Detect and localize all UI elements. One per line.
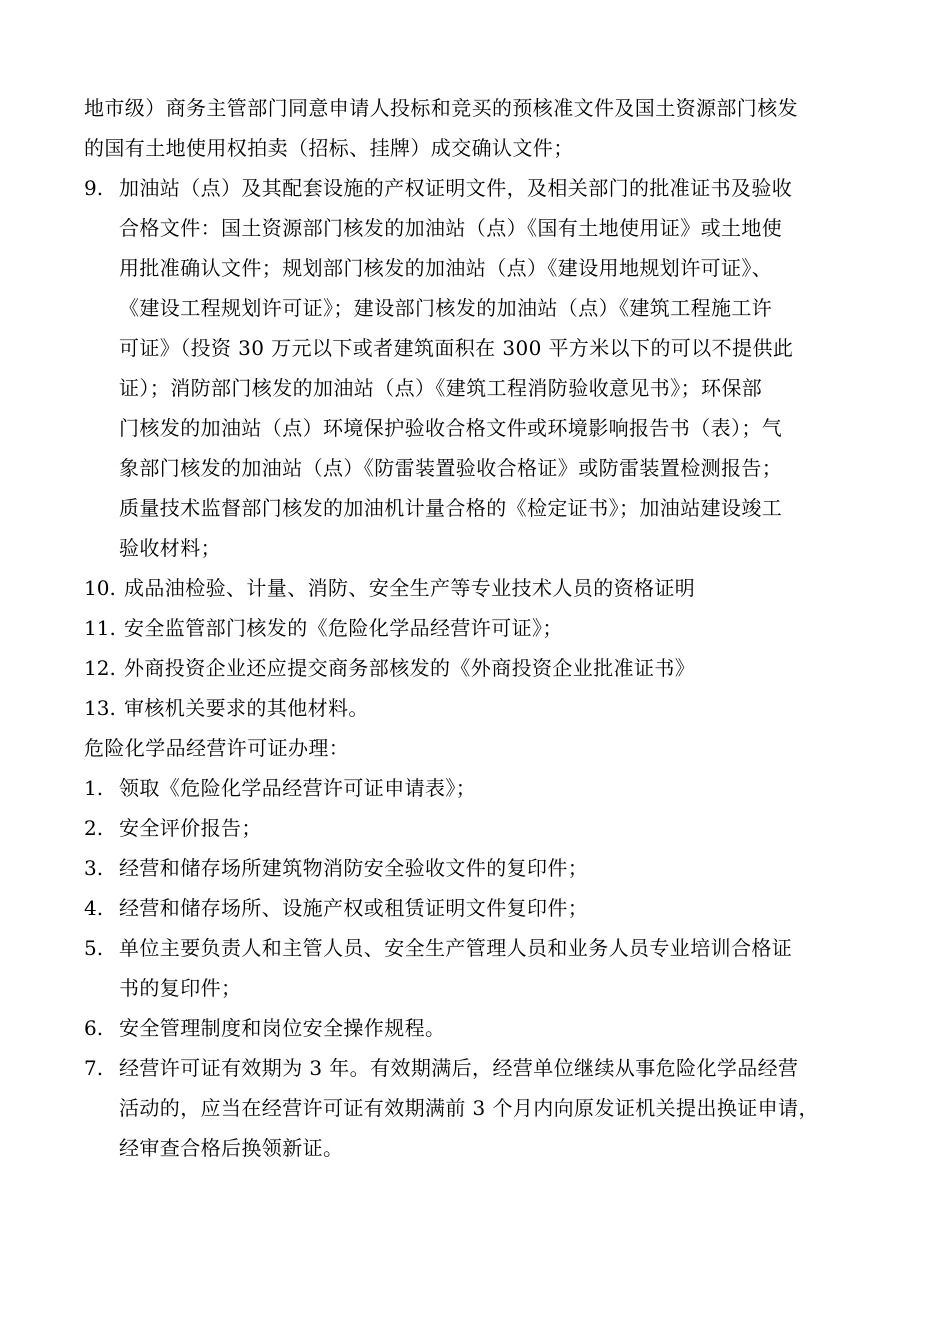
list-item-line: 外商投资企业还应提交商务部核发的《外商投资企业批准证书》 — [124, 656, 696, 680]
list-item-number: 6. — [84, 1016, 104, 1040]
list-item-6 — [84, 1008, 869, 1048]
list-item-line: 加油站（点）及其配套设施的产权证明文件，及相关部门的批准证书及验收 — [119, 176, 793, 200]
list-item-number: 10. — [84, 576, 116, 600]
list-item-line: 书的复印件； — [119, 976, 242, 1000]
list-item-number: 9. — [84, 176, 104, 200]
list-item-number: 7. — [84, 1056, 104, 1080]
list-item-line: 用批准确认文件；规划部门核发的加油站（点）《建设用地规划许可证》、 — [119, 256, 773, 280]
list-item-line: 可证》（投资 30 万元以下或者建筑面积在 300 平方米以下的可以不提供此 — [119, 336, 794, 360]
list-item-2 — [84, 808, 869, 848]
list-item-line: 经营许可证有效期为 3 年。有效期满后，经营单位继续从事危险化学品经营 — [119, 1056, 799, 1080]
list-item-number: 3. — [84, 856, 104, 880]
list-item-line: 单位主要负责人和主管人员、安全生产管理人员和业务人员专业培训合格证 — [119, 936, 793, 960]
document-page — [84, 88, 869, 1168]
list-item-number: 5. — [84, 936, 104, 960]
list-item-4 — [84, 888, 869, 928]
list-item-line: 审核机关要求的其他材料。 — [124, 696, 369, 720]
list-item-number: 13. — [84, 696, 116, 720]
list-item-number: 4. — [84, 896, 104, 920]
list-item-number: 1. — [84, 776, 104, 800]
list-item-line: 经营和储存场所、设施产权或租赁证明文件复印件； — [119, 896, 589, 920]
list-item-line: 经审查合格后换领新证。 — [119, 1136, 344, 1160]
list-item-line: 合格文件：国土资源部门核发的加油站（点）《国有土地使用证》或土地使 — [119, 216, 783, 240]
list-item-1 — [84, 768, 869, 808]
list-item-7 — [84, 1048, 869, 1168]
list-item-line: 安全评价报告； — [119, 816, 262, 840]
paragraph-line: 的国有土地使用权拍卖（招标、挂牌）成交确认文件； — [84, 136, 574, 160]
list-item-5 — [84, 928, 869, 1008]
list-item-13 — [84, 688, 869, 728]
paragraph-line: 地市级）商务主管部门同意申请人投标和竞买的预核准文件及国土资源部门核发 — [84, 96, 798, 120]
list-item-line: 安全管理制度和岗位安全操作规程。 — [119, 1016, 446, 1040]
list-item-10 — [84, 568, 869, 608]
list-item-line: 证）；消防部门核发的加油站（点）《建筑工程消防验收意见书》；环保部 — [119, 376, 763, 400]
list-item-number: 12. — [84, 656, 116, 680]
list-item-line: 门核发的加油站（点）环境保护验收合格文件或环境影响报告书（表）；气 — [119, 416, 783, 440]
list-item-9 — [84, 168, 869, 568]
list-item-number: 11. — [84, 616, 116, 640]
section-heading: 危险化学品经营许可证办理： — [84, 736, 350, 760]
list-item-12 — [84, 648, 869, 688]
list-item-line: 活动的，应当在经营许可证有效期满前 3 个月内向原发证机关提出换证申请， — [119, 1096, 819, 1120]
list-item-11 — [84, 608, 869, 648]
list-item-3 — [84, 848, 869, 888]
list-item-line: 象部门核发的加油站（点）《防雷装置验收合格证》或防雷装置检测报告； — [119, 456, 783, 480]
list-item-number: 2. — [84, 816, 104, 840]
list-item-line: 《建设工程规划许可证》；建设部门核发的加油站（点）《建筑工程施工许 — [119, 296, 773, 320]
intro-paragraph — [84, 88, 869, 168]
list-item-line: 安全监管部门核发的《危险化学品经营许可证》； — [124, 616, 563, 640]
list-item-line: 验收材料； — [119, 536, 221, 560]
list-item-line: 经营和储存场所建筑物消防安全验收文件的复印件； — [119, 856, 589, 880]
list-item-line: 领取《危险化学品经营许可证申请表》； — [119, 776, 477, 800]
list-item-line: 质量技术监督部门核发的加油机计量合格的《检定证书》；加油站建设竣工 — [119, 496, 783, 520]
list-item-line: 成品油检验、计量、消防、安全生产等专业技术人员的资格证明 — [124, 576, 696, 600]
